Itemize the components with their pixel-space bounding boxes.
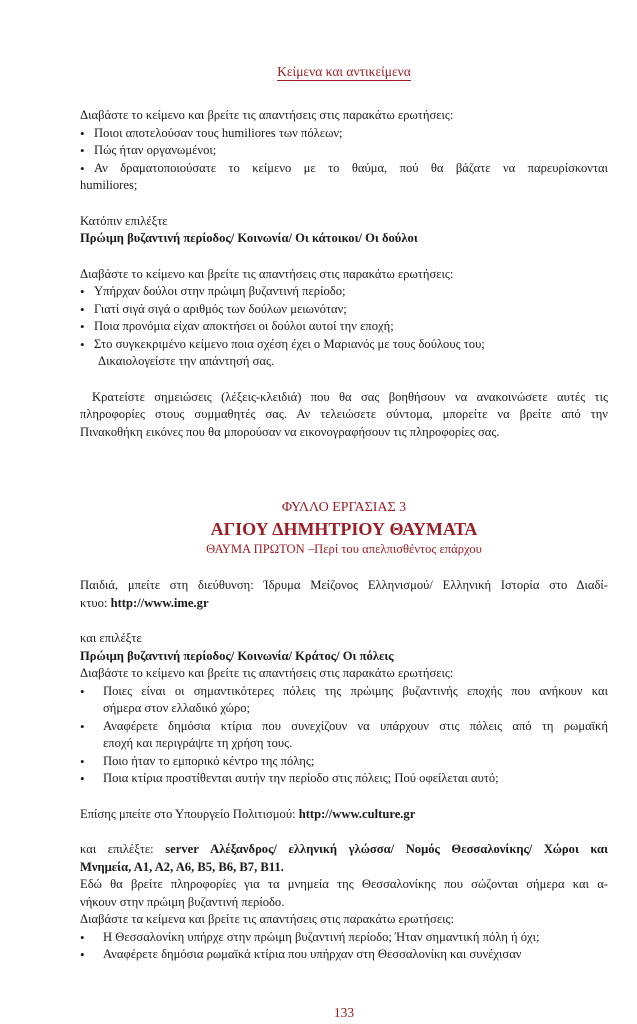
- sec4-path: Πρώιμη βυζαντινή περίοδος/ Κοινωνία/ Κράτος/ Οι πόλεις: [80, 648, 394, 663]
- sec1-question-3: • Αν δραματοποιούσατε το κείμενο με το θαύμα, πού θα βάζατε να παρευρίσκονται: [80, 160, 608, 178]
- sec4-question-1: • Ποιες είναι οι σημαντικότερες πόλεις της πρώιμης βυζαντινής εποχής που ανήκουν και: [80, 683, 608, 701]
- sec4-select: και επιλέξτε: [80, 631, 142, 645]
- notes-line-3: Πινακοθήκη εικόνες που θα μπορούσαν να εικονογραφήσουν τις πληροφορίες σας.: [80, 424, 500, 439]
- visit2-line: [80, 806, 608, 824]
- culture-link[interactable]: http://www.culture.gr: [298, 806, 416, 821]
- worksheet-subtitle: ΘΑΥΜΑ ΠΡΩΤΟΝ –Περί του απελπισθέντος επάρχου: [206, 542, 482, 556]
- page-number: 133: [333, 1005, 355, 1020]
- sec3-question-1: • Υπήρχαν δούλοι στην πρώιμη βυζαντινή περίοδο;: [80, 283, 608, 301]
- notes-line-2: πληροφορίες στους συμμαθητές σας. Αν τελειώσετε σύντομα, μπορείτε να βρείτε από την: [80, 407, 608, 421]
- sec5-line-1: [80, 841, 608, 859]
- header-title: Κείμενα και αντικείμενα: [277, 64, 411, 79]
- sec5-question-1: • Η Θεσσαλονίκη υπήρχε στην πρώιμη βυζαντινή περίοδο; Ήταν σημαντική πόλη ή όχι;: [80, 929, 608, 947]
- sec3-question-4-cont: Δικαιολογείστε την απάντησή σας.: [98, 354, 275, 368]
- worksheet-heading: [80, 499, 608, 557]
- sec4-question-1-cont: σήμερα στον ελλαδικό χώρο;: [103, 701, 251, 715]
- sec4-question-4: • Ποια κτίρια προστίθενται αυτήν την περίοδο στις πόλεις; Πού οφείλεται αυτό;: [80, 770, 608, 788]
- sec3-question-2: • Γιατί σιγά σιγά ο αριθμός των δούλων μειωνόταν;: [80, 301, 608, 319]
- sec5-path: server Αλέξανδρος/ ελληνική γλώσσα/ Νομός Θεσσαλονίκης/ Χώροι και: [165, 842, 608, 856]
- sec1-question-3-cont: humiliores;: [80, 178, 138, 192]
- sec5-line-4: νήκουν στην πρώιμη βυζαντινή περίοδο.: [80, 894, 285, 909]
- sec4-intro: Διαβάστε το κείμενο και βρείτε τις απαντήσεις στις παρακάτω ερωτήσεις:: [80, 666, 454, 680]
- visit2-text: Επίσης μπείτε στο Υπουργείο Πολιτισμού:: [80, 806, 299, 821]
- sec5-select: και επιλέξτε:: [80, 842, 166, 856]
- section-visit: [80, 577, 608, 964]
- sec1-question-2: • Πώς ήταν οργανωμένοι;: [80, 142, 608, 160]
- sec3-question-4: • Στο συγκεκριμένο κείμενο ποια σχέση έχει ο Μαριανός με τους δούλους του;: [80, 336, 608, 354]
- sec4-question-3: • Ποιο ήταν το εμπορικό κέντρο της πόλης;: [80, 753, 608, 771]
- sec5-line-3: Εδώ θα βρείτε πληροφορίες για τα μνημεία της Θεσσαλονίκης που σώζονται σήμερα και α-: [80, 877, 608, 891]
- header-block: [80, 63, 608, 81]
- sec5-intro: Διαβάστε τα κείμενα και βρείτε τις απαντήσεις στις παρακάτω ερωτήσεις:: [80, 912, 455, 926]
- visit1-text: κτυο:: [80, 595, 111, 610]
- footer: [80, 1004, 608, 1022]
- sec1-question-1: • Ποιοι αποτελούσαν τους humiliores των πόλεων;: [80, 125, 608, 143]
- notes-line-1: Κρατείστε σημειώσεις (λέξεις-κλειδιά) που θα σας βοηθήσουν να ανακοινώσετε αυτές τις: [92, 389, 608, 404]
- sec1-intro: Διαβάστε το κείμενο και βρείτε τις απαντήσεις στις παρακάτω ερωτήσεις:: [80, 108, 454, 122]
- sec5-question-2: • Αναφέρετε δημόσια ρωμαϊκά κτίρια που υπήρχαν στη Θεσσαλονίκη και συνέχισαν: [80, 946, 608, 964]
- worksheet-label: ΦΥΛΛΟ ΕΡΓΑΣΙΑΣ 3: [281, 500, 407, 515]
- visit1-line-2: [80, 595, 608, 613]
- section-1: [80, 107, 608, 441]
- sec3-intro: Διαβάστε το κείμενο και βρείτε τις απαντήσεις στις παρακάτω ερωτήσεις:: [80, 266, 454, 281]
- sec3-question-3: • Ποια προνόμια είχαν αποκτήσει οι δούλοι αυτοί την εποχή;: [80, 318, 608, 336]
- sec4-question-2-cont: εποχή και περιγράψτε τη χρήση τους.: [103, 736, 293, 750]
- worksheet-title: ΑΓΙΟΥ ΔΗΜΗΤΡΙΟΥ ΘΑΥΜΑΤΑ: [210, 519, 478, 539]
- ime-link[interactable]: http://www.ime.gr: [110, 595, 209, 610]
- sec4-question-2: • Αναφέρετε δημόσια κτίρια που συνεχίζουν να υπάρχουν στις πόλεις από τη ρωμαϊκή: [80, 718, 608, 736]
- sec5-line-2: Μνημεία, Α1, Α2, Α6, Β5, Β6, Β7, Β11.: [80, 859, 284, 874]
- sec2-path: Πρώιμη βυζαντινή περίοδος/ Κοινωνία/ Οι κάτοικοι/ Οι δούλοι: [80, 231, 418, 245]
- sec2-then: Κατόπιν επιλέξτε: [80, 213, 168, 228]
- visit1-line-1: Παιδιά, μπείτε στη διεύθυνση: Ίδρυμα Μείζονος Ελληνισμού/ Ελληνική Ιστορία στο Διαδί-: [80, 578, 608, 592]
